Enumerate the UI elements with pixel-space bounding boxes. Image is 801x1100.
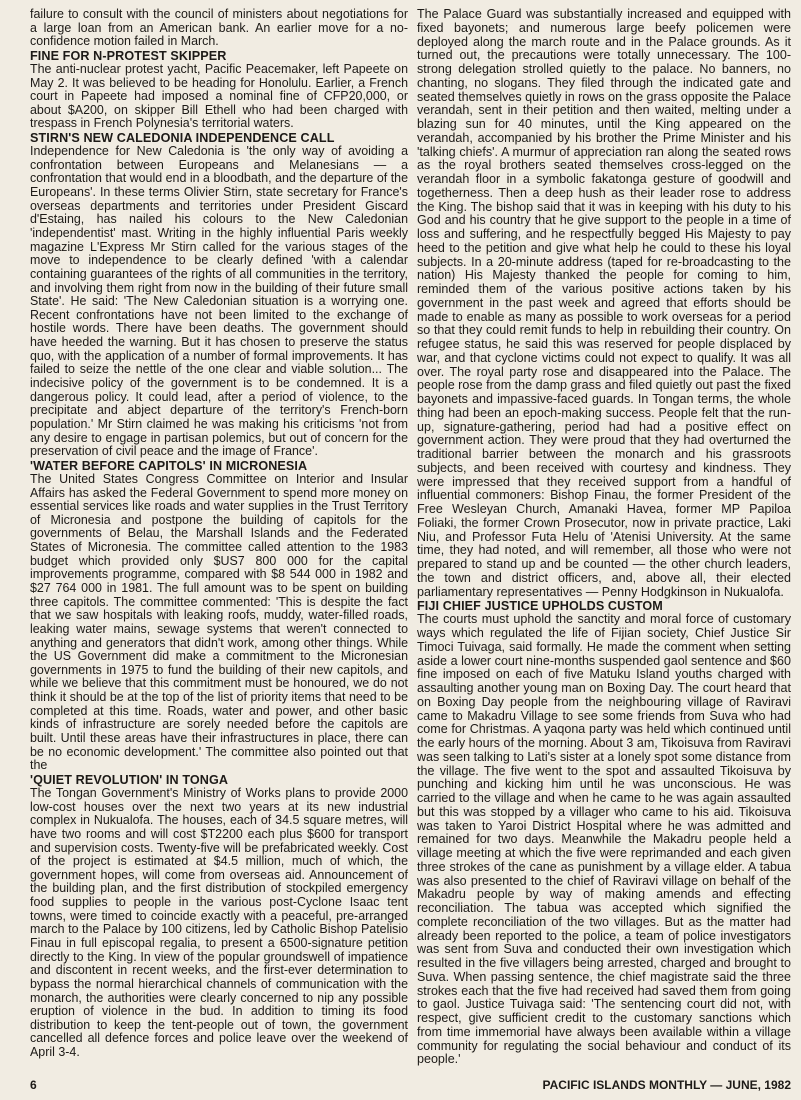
publication-line: PACIFIC ISLANDS MONTHLY — JUNE, 1982 [542,1078,791,1092]
article-paragraph: The anti-nuclear protest yacht, Pacific Peacemaker, left Papeete on May 2. It was believed to be heading for Honolulu. Earlier, a French court in Papeete had imposed a nominal fine of CFP20,000, or about $A200, on skipper Bill Ethell who had been charged with trespass in French Polynesia's territorial waters. [30,61,408,131]
article-paragraph: Independence for New Caledonia is 'the only way of avoiding a confrontation between Europeans and Melanesians — a confrontation that would end in a bloodbath, and the departure of the Europeans'. In these terms Olivier Stirn, state secretary for France's overseas departments and territories under President Giscard d'Estaing, has nailed his colours to the New Caledonian 'independentist' mast. Writing in the highly influential Paris weekly magazine L'Express Mr Stirn called for the various stages of the move to independence to be clearly defined 'with a calendar containing guarantees of the rights of all communities in the territory, and involving them right from now in the building of their future small State'. He said: 'The New Caledonian situation is a worrying one. Recent confrontations have not been limited to the exchange of hostile words. There have been deaths. The government should have heeded the warning. But it has chosen to preserve the status quo, with the application of a number of formal improvements. It has failed to seize the nettle of the one clear and viable solution... The indecisive policy of the government is to be condemned. It is a dangerous policy. It could lead, after a period of violence, to the precipitate and abject departure of the territory's French-born population.' Mr Stirn claimed he was making his criticisms 'not from any desire to engage in partisan polemics, but out of concern for the preservation of civil peace and the image of France'. [30,144,408,459]
article-headline: 'WATER BEFORE CAPITOLS' IN MICRONESIA [30,458,308,473]
article-paragraph: The United States Congress Committee on Interior and Insular Affairs has asked the Federal Government to spend more money on essential services like roads and water supplies in the Trust Territory of Micronesia and postpone the building of capitols for the governments of Belau, the Marshall Islands and the Federated States of Micronesia. The committee called attention to the 1983 budget which provided only $US7 800 000 for the capital improvements programme, compared with $8 544 000 in 1982 and $27 764 000 in 1981. The full amount was to be spent on building three capitols. The committee commented: 'This is despite the fact that we saw hospitals with leaking roofs, muddy, water-filled roads, leaking water mains, sewage systems that weren't connected to anything and generators that didn't work, among other things. While the US Government did make a commitment to the Micronesian governments in 1975 to fund the building of their new capitols, and while we believe that this commitment must be honoured, we do not think it should be at the top of the list of priority items that need to be completed at this time. Roads, water and power, and other basic kinds of infrastructure are sorely needed before the capitols are built. Until these areas have their infrastructures in place, there can be no economic development.' The committee also pointed out that the [30,471,408,773]
article-paragraph: failure to consult with the council of ministers about negotiations for a large loan from an American bank. An earlier move for a no-confidence motion failed in March. [30,7,408,49]
article-paragraph: The Palace Guard was substantially increased and equipped with fixed bayonets; and numerous large beefy policemen were deployed along the march route and in the Palace grounds. As it turned out, the precautions were totally unnecessary. The 100-strong delegation strolled quietly to the palace. No banners, no chanting, no slogans. They filed through the indicated gate and seated themselves quietly in rows on the grass opposite the Palace verandah, sent in their petition and then waited, melting under a blazing sun for 40 minutes, until the King appeared on the verandah, accompanied by his brother the Prime Minister and his 'talking chiefs'. A murmur of appreciation ran along the seated rows as the royal brothers seated themselves cross-legged on the verandah floor in a symbolic fakatonga gesture of goodwill and togetherness. Then a deep hush as their leader rose to address the King. The bishop said that it was in keeping with his duty to his God and his country that he give support to the people in a time of loss and suffering, and he respectfully begged His Majesty to pay heed to the petition and give what help he could to these his loyal subjects. In a 20-minute address (taped for re-broadcasting to the nation) His Majesty thanked the people for coming to him, reminded them of the various positive actions taken by his government in the past week and agreed that efforts should be made to enable as many as possible to work overseas for a period so that they could remit funds to help in rebuilding their country. On refugee status, he said this was reserved for people displaced by war, and that cyclone victims could not expect to qualify. It was all over. The royal party rose and disappeared into the Palace. The people rose from the damp grass and filed quietly out past the fixed bayonets and impassive-faced guards. In Tongan terms, the whole thing had been an epoch-making success. People felt that the run-up, signature-gathering, period had had a positive effect on government action. They were proud that they had overturned the traditional barrier between the monarch and his grassroots subjects, and been received with courtesy and kindness. They were impressed that they received support from a handful of influential commoners: Bishop Finau, the former President of the Free Wesleyan Church, Amanaki Havea, former MP Papiloa Foliaki, the former Crown Prosecutor, now in private practice, Laki Niu, and Professor Futa Helu of 'Atenisi University. At the same time, they had noted, and will remember, all those who were not prepared to stand up and be counted — the other church leaders, the town and district officers, and, above all, their elected parliamentary representatives — Penny Hodgkinson in Nukualofa. [417,7,791,599]
article-headline: FINE FOR N-PROTEST SKIPPER [30,48,227,63]
page-number: 6 [30,1078,37,1092]
article-paragraph: The Tongan Government's Ministry of Works plans to provide 2000 low-cost houses over the next two years at its new industrial complex in Nukualofa. The houses, each of 34.5 square metres, will have two rooms and will cost $T2200 each plus $600 for transport and supervision costs. Twenty-five will be prefabricated weekly. Cost of the project is estimated at $4.5 million, much of which, the government hopes, will come from overseas aid. Announcement of the building plan, and the first distribution of stockpiled emergency food supplies to people in the various post-Cyclone Isaac tent towns, were timed to coincide exactly with a peaceful, pre-arranged march to the Palace by 100 citizens, led by Catholic Bishop Patelisio Finau in full episcopal regalia, to present a 6500-signature petition directly to the King. In view of the popular groundswell of impatience and discontent in recent weeks, and the first-ever determination to bypass the normal hierarchical channels of communication with the monarch, the authorities were clearly concerned to nip any possible eruption of violence in the bud. In addition to timing its food distribution to keep the tent-people out of town, the government cancelled all defence forces and police leave over the weekend of April 3-4. [30,785,408,1060]
article-headline: STIRN'S NEW CALEDONIA INDEPENDENCE CALL [30,131,335,146]
left-column [30,8,408,1060]
right-column [417,8,791,1067]
page-footer [30,1078,791,1094]
article-headline: FIJI CHIEF JUSTICE UPHOLDS CUSTOM [417,599,663,614]
article-paragraph: The courts must uphold the sanctity and moral force of customary ways which regulated the life of Fijian society, Chief Justice Sir Timoci Tuivaga, said formally. He made the comment when setting aside a lower court nine-months suspended gaol sentence and $60 fine imposed on each of five Matuku Island youths charged with assaulting another young man on Boxing Day. The court heard that on Boxing Day people from the neighbouring village of Raviravi came to Makadru Village to see some friends from Suva who had come for Christmas. A yaqona party was held which continued until the early hours of the morning. About 3 am, Tikoisuva from Raviravi was seen talking to Lati's sister at a lonely spot some distance from the village. The five went to the spot and assaulted Tikoisuva by punching and kicking him until he was unconscious. He was carried to the village and when he came to he was again assaulted but this was stopped by a villager who came to his aid. Tikoisuva was taken to Yaroi District Hospital where he was admitted and remained for two days. Meanwhile the Makadru people held a village meeting at which the five were reprimanded and each given three strokes of the cane as punishment by a village elder. A tabua was also presented to the chief of Raviravi village on behalf of the Makadru people by way of making amends and effecting reconciliation. The tabua was accepted which signified the complete reconciliation of the two villages. But as the matter had already been reported to the police, a team of police investigators was sent from Suva and conducted their own investigation which resulted in the five villagers being arrested, charged and brought to Suva. When passing sentence, the chief magistrate said the three strokes each that the five had received had saved them from going to gaol. Justice Tuivaga said: 'The sentencing court did not, with respect, give sufficient credit to the customary sanctions which from time immemorial have always been available within a village community for regulating the social behaviour and conduct of its people.' [417,612,791,1067]
article-headline: 'QUIET REVOLUTION' IN TONGA [30,772,229,787]
